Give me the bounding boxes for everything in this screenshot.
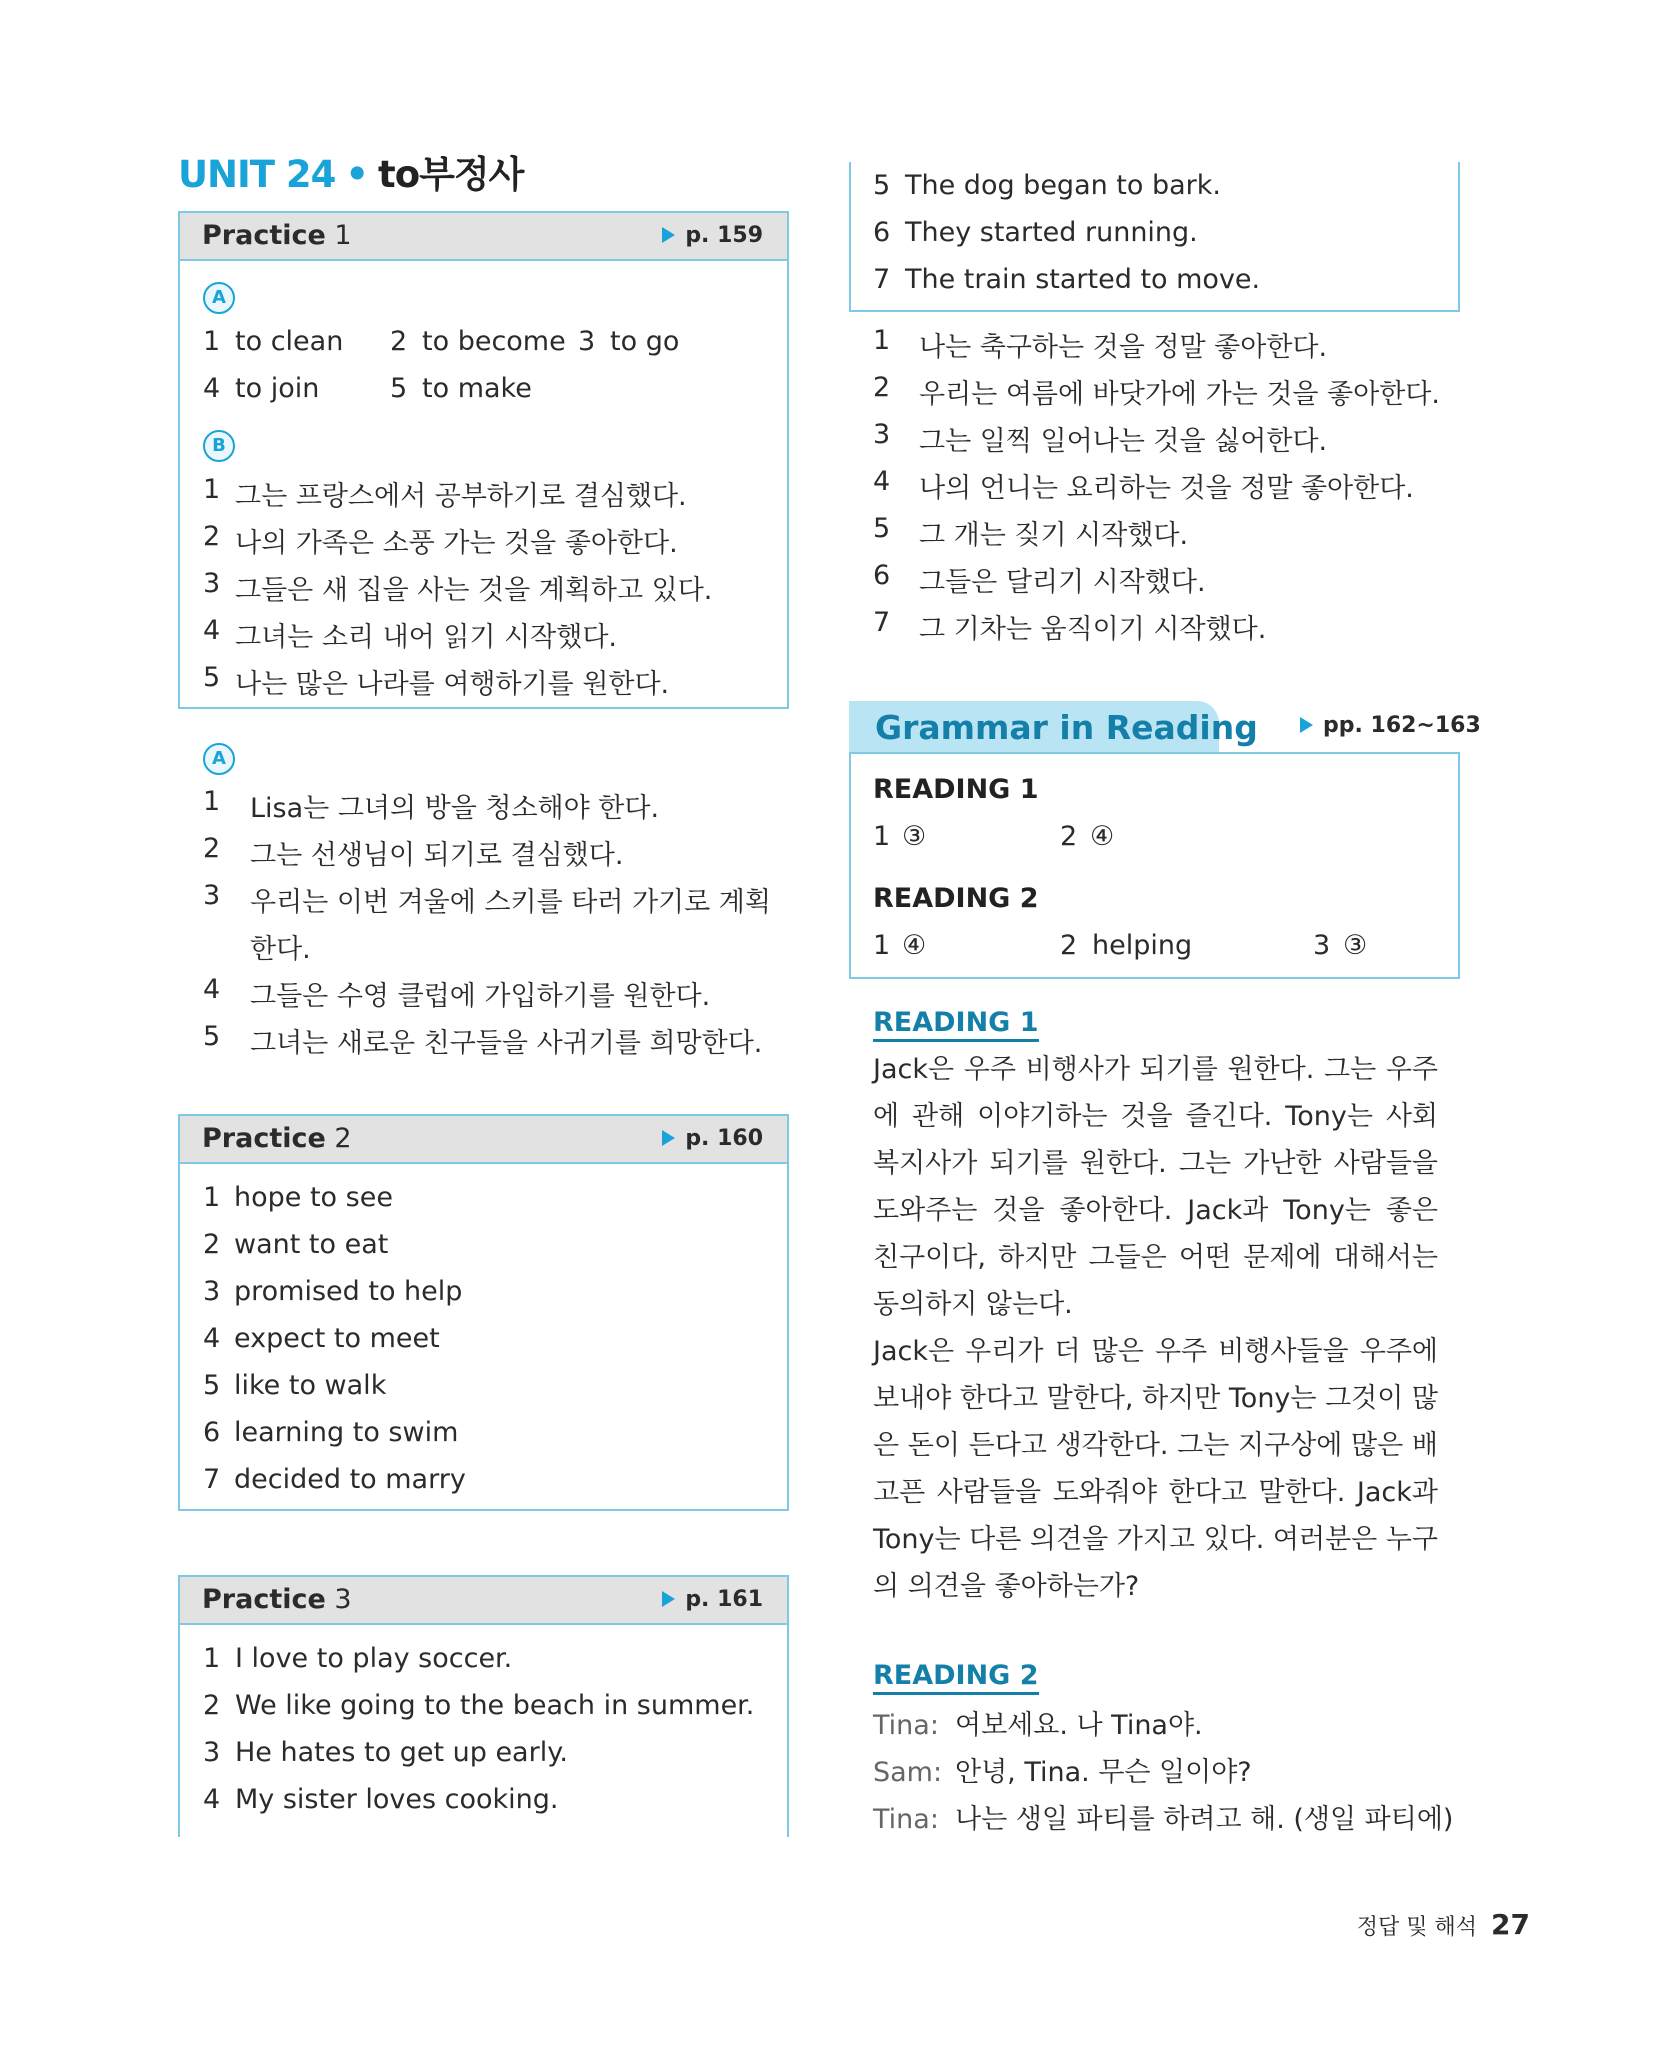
answer-text: 나의 언니는 요리하는 것을 정말 좋아한다. <box>919 473 1414 504</box>
answer-text: 나는 축구하는 것을 정말 좋아한다. <box>919 332 1328 363</box>
answer-number: 6 <box>203 1417 221 1448</box>
answer-number: 1 <box>873 821 891 852</box>
answer-number: 1 <box>873 930 891 961</box>
answer-text: 그들은 새 집을 사는 것을 계획하고 있다. <box>235 575 713 606</box>
answer-text: expect to meet <box>234 1323 440 1354</box>
answer-number: 5 <box>390 373 408 404</box>
dialogue-line <box>873 1750 1252 1789</box>
reading-1-paragraph-1: Jack은 우주 비행사가 되기를 원한다. 그는 우주에 관해 이야기하는 것을 즐긴다. Tony는 사회 복지사가 되기를 원한다. 그는 가난한 사람들을 도와주는 것을 좋아한다. Jack과 Tony는 좋은 친구이다, 하지만 그들은 어떤 문제에 대해서는 동의하지 않는다. <box>873 1054 1438 1320</box>
answer-text: promised to help <box>234 1276 463 1307</box>
answer-text: to make <box>422 373 532 404</box>
triangle-icon <box>662 1130 675 1146</box>
answer-number: 3 <box>1313 930 1331 961</box>
answer-number: 2 <box>203 833 221 864</box>
triangle-icon <box>662 1591 675 1607</box>
answer-text: The dog began to bark. <box>905 170 1221 201</box>
reading-2-heading: READING 2 <box>873 1660 1039 1695</box>
speaker-name: Sam: <box>873 1757 943 1788</box>
answer-number: 5 <box>873 170 891 201</box>
practice-1-num: 1 <box>334 220 352 251</box>
answer-number: 4 <box>203 615 221 646</box>
practice-3-page: p. 161 <box>685 1587 763 1612</box>
answer-number: 3 <box>203 880 221 911</box>
answer-number: 5 <box>873 513 891 544</box>
practice-3-header <box>180 1577 787 1625</box>
practice-3-num: 3 <box>334 1584 352 1615</box>
answer-number: 2 <box>1060 821 1078 852</box>
answer-text: 그들은 수영 클럽에 가입하기를 원한다. <box>250 981 711 1012</box>
answer-number: 6 <box>873 217 891 248</box>
unit-title <box>178 144 523 198</box>
answer-number: 1 <box>873 325 891 356</box>
answer-text: helping <box>1092 930 1193 961</box>
answer-number: 5 <box>203 1370 221 1401</box>
answer-text: 나의 가족은 소풍 가는 것을 좋아한다. <box>235 528 678 559</box>
triangle-icon <box>662 227 675 243</box>
answer-text: The train started to move. <box>905 264 1261 295</box>
unit-topic: to부정사 <box>378 153 524 196</box>
answer-number: 5 <box>203 662 221 693</box>
answer-number: 7 <box>873 607 891 638</box>
answer-text: 그는 일찍 일어나는 것을 싫어한다. <box>919 426 1328 457</box>
reading-1-label: READING 1 <box>873 774 1039 805</box>
answer-text: ③ <box>902 821 927 852</box>
practice-2-page: p. 160 <box>685 1126 763 1151</box>
answer-text: to become <box>422 326 566 357</box>
grammar-in-reading-page: pp. 162~163 <box>1300 713 1481 738</box>
answer-number: 7 <box>203 1464 221 1495</box>
answer-text: hope to see <box>234 1182 393 1213</box>
answer-number: 4 <box>873 466 891 497</box>
practice-2-name: Practice <box>202 1123 326 1154</box>
answer-number: 1 <box>203 326 221 357</box>
answer-text: learning to swim <box>234 1417 459 1448</box>
answer-text: They started running. <box>905 217 1198 248</box>
translation-a-marker-icon: A <box>203 743 235 775</box>
answer-number: 1 <box>203 1643 221 1674</box>
answer-text: to join <box>235 373 320 404</box>
answer-number: 2 <box>1060 930 1078 961</box>
answer-number: 3 <box>873 419 891 450</box>
answer-text-continued: 한다. <box>250 934 311 965</box>
answer-text: ③ <box>1343 930 1368 961</box>
reading-2-label: READING 2 <box>873 883 1039 914</box>
answer-text: We like going to the beach in summer. <box>235 1690 755 1721</box>
dialogue-line <box>873 1797 1453 1836</box>
practice-1-name: Practice <box>202 220 326 251</box>
answer-number: 4 <box>203 1323 221 1354</box>
answer-number: 3 <box>203 568 221 599</box>
answer-number: 4 <box>203 974 221 1005</box>
dialogue-text: 여보세요. 나 Tina야. <box>955 1710 1203 1741</box>
speaker-name: Tina: <box>873 1804 939 1835</box>
answer-text: 그는 프랑스에서 공부하기로 결심했다. <box>235 481 687 512</box>
answer-text: 나는 많은 나라를 여행하기를 원한다. <box>235 669 670 700</box>
answer-text: My sister loves cooking. <box>235 1784 559 1815</box>
answer-text: decided to marry <box>234 1464 466 1495</box>
answer-number: 2 <box>203 521 221 552</box>
answer-number: 2 <box>873 372 891 403</box>
answer-number: 4 <box>203 373 221 404</box>
answer-number: 5 <box>203 1021 221 1052</box>
answer-number: 2 <box>390 326 408 357</box>
answer-text: 그녀는 새로운 친구들을 사귀기를 희망한다. <box>250 1028 763 1059</box>
dialogue-text: 나는 생일 파티를 하려고 해. (생일 파티에) <box>955 1804 1454 1835</box>
answer-text: 우리는 이번 겨울에 스키를 타러 가기로 계획 <box>250 887 771 918</box>
answer-text: Lisa는 그녀의 방을 청소해야 한다. <box>250 793 660 824</box>
answer-number: 3 <box>578 326 596 357</box>
practice-2-num: 2 <box>334 1123 352 1154</box>
grammar-in-reading-title: Grammar in Reading <box>875 708 1258 747</box>
page-number: 27 <box>1491 1908 1530 1941</box>
answer-text: to clean <box>235 326 344 357</box>
unit-label: UNIT 24 <box>178 153 336 196</box>
practice-2-box <box>178 1114 789 1511</box>
answer-text: 그 기차는 움직이기 시작했다. <box>919 614 1267 645</box>
triangle-icon <box>1300 717 1313 733</box>
answer-number: 4 <box>203 1784 221 1815</box>
answer-text: ④ <box>902 930 927 961</box>
answer-number: 1 <box>203 786 221 817</box>
practice-1-header <box>180 213 787 261</box>
answer-number: 6 <box>873 560 891 591</box>
answer-number: 1 <box>203 474 221 505</box>
answer-text: He hates to get up early. <box>235 1737 568 1768</box>
dialogue-line <box>873 1703 1203 1742</box>
practice-2-header <box>180 1116 787 1164</box>
answer-text: 그 개는 짖기 시작했다. <box>919 520 1189 551</box>
answer-text: 그들은 달리기 시작했다. <box>919 567 1206 598</box>
answer-text: like to walk <box>234 1370 387 1401</box>
practice-1-page: p. 159 <box>685 223 763 248</box>
section-a-marker-icon: A <box>203 282 235 314</box>
speaker-name: Tina: <box>873 1710 939 1741</box>
answer-text: 우리는 여름에 바닷가에 가는 것을 좋아한다. <box>919 379 1440 410</box>
answer-number: 3 <box>203 1737 221 1768</box>
reading-1-heading: READING 1 <box>873 1007 1039 1042</box>
practice-3-name: Practice <box>202 1584 326 1615</box>
answer-number: 7 <box>873 264 891 295</box>
answer-text: to go <box>610 326 680 357</box>
answer-text: 그녀는 소리 내어 읽기 시작했다. <box>235 622 617 653</box>
answer-number: 2 <box>203 1229 221 1260</box>
answer-text: want to eat <box>234 1229 389 1260</box>
answer-number: 1 <box>203 1182 221 1213</box>
footer-label: 정답 및 해석 <box>1356 1915 1478 1940</box>
answer-text: 그는 선생님이 되기로 결심했다. <box>250 840 624 871</box>
answer-number: 3 <box>203 1276 221 1307</box>
dialogue-text: 안녕, Tina. 무슨 일이야? <box>955 1757 1252 1788</box>
section-b-marker-icon: B <box>203 430 235 462</box>
answer-text: ④ <box>1090 821 1115 852</box>
bullet-icon: • <box>345 153 369 196</box>
grammar-in-reading-tab <box>849 701 1258 753</box>
page-footer <box>1357 1908 1530 1941</box>
answer-number: 2 <box>203 1690 221 1721</box>
answer-text: I love to play soccer. <box>235 1643 513 1674</box>
reading-1-paragraph-2: Jack은 우리가 더 많은 우주 비행사들을 우주에 보내야 한다고 말한다, 하지만 Tony는 그것이 많은 돈이 든다고 생각한다. 그는 지구상에 많은 배고픈 사람들을 도와줘야 한다고 말한다. Jack과 Tony는 다른 의견을 가지고 있다. 여러분은 누구의 의견을 좋아하는가? <box>873 1336 1438 1602</box>
